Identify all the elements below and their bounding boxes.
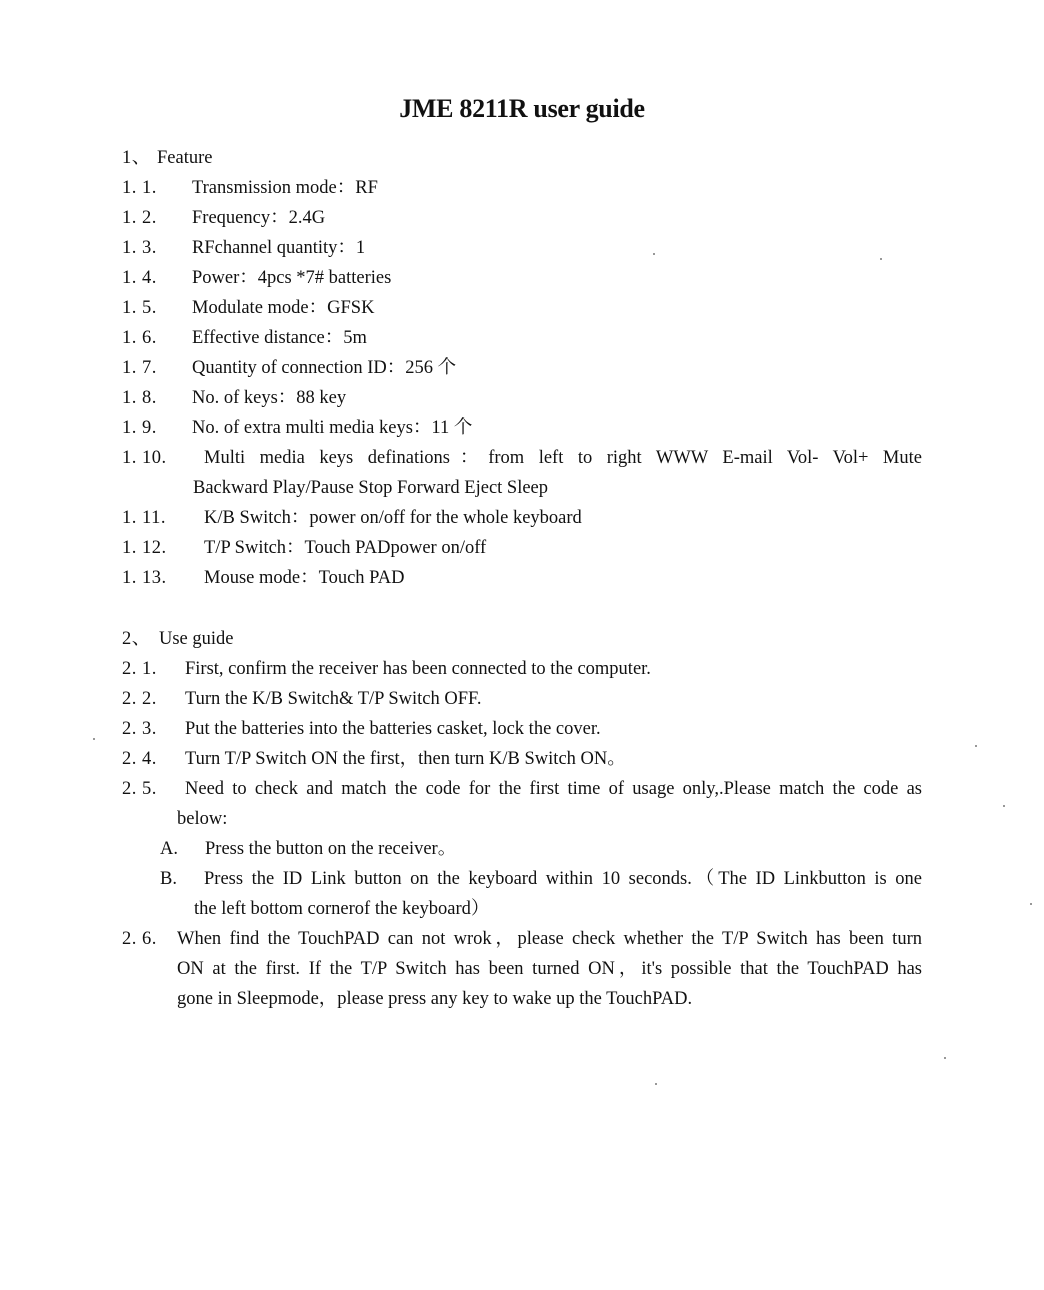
scan-speck: [880, 258, 882, 260]
scan-speck: [944, 1057, 946, 1059]
item-text: First, confirm the receiver has been connected to the computer.: [185, 659, 651, 679]
sub-item-text: Press the ID Link button on the keyboard within 10 seconds.（The ID Linkbutton is one: [204, 869, 922, 889]
item-number: 1. 3.: [122, 238, 157, 258]
item-number: 1. 4.: [122, 268, 157, 288]
item-text: Mouse mode：Touch PAD: [204, 568, 405, 588]
section-title: Use guide: [159, 629, 234, 649]
item-text: Quantity of connection ID：256 个: [192, 358, 457, 378]
item-number: 2. 5.: [122, 779, 157, 799]
item-text: No. of extra multi media keys：11 个: [192, 418, 473, 438]
item-text: Need to check and match the code for the first time of usage only,.Please match the code as: [185, 779, 922, 799]
item-text: Modulate mode：GFSK: [192, 298, 375, 318]
item-number: 1. 7.: [122, 358, 157, 378]
item-text: ON at the first. If the T/P Switch has been turned ON，it's possible that the TouchPAD has: [177, 959, 922, 979]
item-number: 1. 5.: [122, 298, 157, 318]
item-number: 1. 2.: [122, 208, 157, 228]
item-number: 1. 12.: [122, 538, 167, 558]
item-text: Turn the K/B Switch& T/P Switch OFF.: [185, 689, 482, 709]
scan-speck: [1030, 903, 1032, 905]
section-title: Feature: [157, 148, 213, 168]
item-text: Multi media keys definations：from left to right WWW E-mail Vol- Vol+ Mute: [204, 448, 922, 468]
sub-item-text: Press the button on the receiver。: [205, 839, 457, 859]
item-text: When find the TouchPAD can not wrok，please check whether the T/P Switch has been turn: [177, 929, 922, 949]
item-number: 1. 1.: [122, 178, 157, 198]
item-number: 1. 8.: [122, 388, 157, 408]
item-number: 1. 6.: [122, 328, 157, 348]
scan-speck: [975, 745, 977, 747]
item-text: Backward Play/Pause Stop Forward Eject Sleep: [193, 478, 549, 498]
item-text: Transmission mode：RF: [192, 178, 378, 198]
item-text: Effective distance：5m: [192, 328, 367, 348]
item-number: 1. 9.: [122, 418, 157, 438]
item-text: below:: [177, 809, 228, 829]
scan-speck: [655, 1083, 657, 1085]
scan-speck: [93, 738, 95, 740]
item-number: 2. 6.: [122, 929, 157, 949]
item-number: 2. 2.: [122, 689, 157, 709]
sub-item-text: the left bottom cornerof the keyboard）: [194, 899, 490, 919]
item-number: 1. 13.: [122, 568, 167, 588]
item-number: 1. 10.: [122, 448, 167, 468]
item-text: K/B Switch：power on/off for the whole keyboard: [204, 508, 582, 528]
page-title: JME 8211R user guide: [399, 94, 645, 123]
sub-item-label: A.: [160, 839, 178, 859]
item-text: Put the batteries into the batteries casket, lock the cover.: [185, 719, 601, 739]
item-text: No. of keys：88 key: [192, 388, 347, 408]
item-text: T/P Switch：Touch PADpower on/off: [204, 538, 487, 558]
scan-speck: [1003, 805, 1005, 807]
sub-item-label: B.: [160, 869, 177, 889]
item-number: 1. 11.: [122, 508, 166, 528]
item-text: Power：4pcs *7# batteries: [192, 268, 392, 288]
item-text: Turn T/P Switch ON the first，then turn K/B Switch ON。: [185, 749, 626, 769]
section-number: 2、: [122, 629, 151, 649]
item-text: Frequency：2.4G: [192, 208, 326, 228]
scan-speck: [653, 253, 655, 255]
item-text: RFchannel quantity：1: [192, 238, 366, 258]
section-number: 1、: [122, 148, 151, 168]
item-number: 2. 3.: [122, 719, 157, 739]
item-number: 2. 4.: [122, 749, 157, 769]
item-text: gone in Sleepmode，please press any key to wake up the TouchPAD.: [177, 989, 693, 1009]
item-number: 2. 1.: [122, 659, 157, 679]
